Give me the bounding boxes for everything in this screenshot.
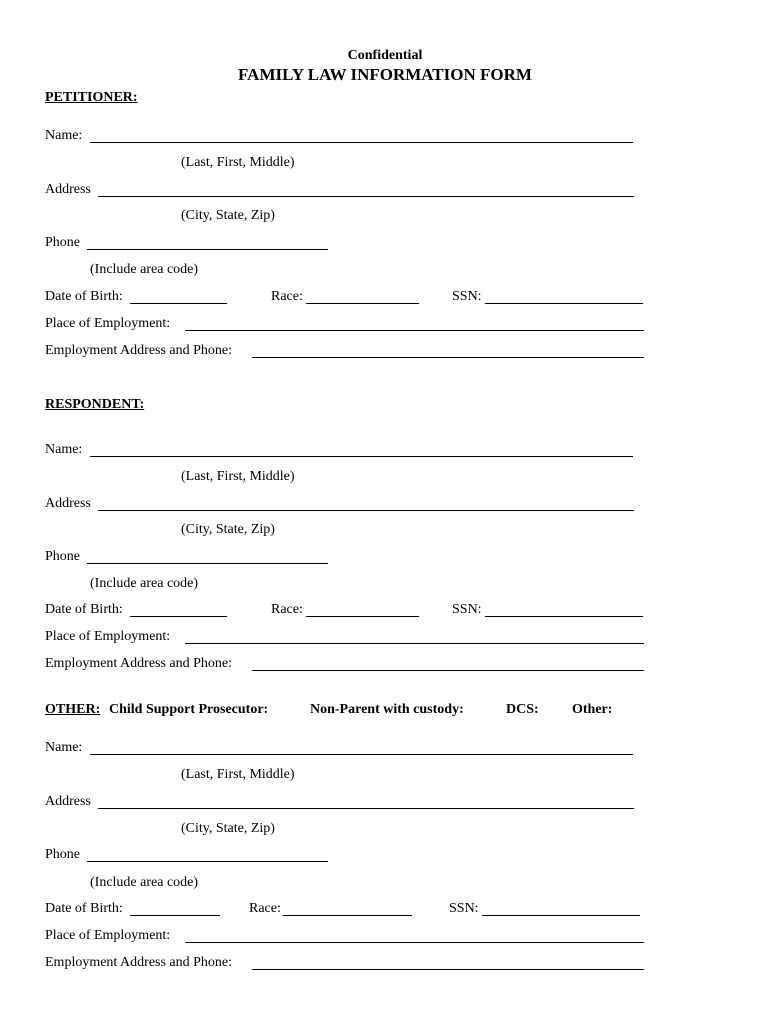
confidential-label: Confidential <box>347 48 423 63</box>
petitioner-employment-address-field[interactable] <box>252 357 644 358</box>
other-phone-hint: (Include area code) <box>90 875 199 890</box>
other-employment-label: Place of Employment: <box>45 928 171 943</box>
respondent-employment-field[interactable] <box>185 643 644 644</box>
respondent-employment-address-label: Employment Address and Phone: <box>45 656 233 671</box>
respondent-dob-field[interactable] <box>130 616 227 617</box>
petitioner-address-hint: (City, State, Zip) <box>181 208 275 223</box>
other-name-field[interactable] <box>90 754 633 755</box>
other-phone-field[interactable] <box>87 861 328 862</box>
other-race-label: Race: <box>249 901 281 916</box>
other-employment-address-field[interactable] <box>252 969 644 970</box>
respondent-employment-label: Place of Employment: <box>45 629 171 644</box>
petitioner-dob-field[interactable] <box>130 303 227 304</box>
other-address-field[interactable] <box>98 808 634 809</box>
petitioner-dob-label: Date of Birth: <box>45 289 123 304</box>
other-ssn-field[interactable] <box>482 915 640 916</box>
petitioner-employment-address-label: Employment Address and Phone: <box>45 343 233 358</box>
respondent-name-hint: (Last, First, Middle) <box>181 469 295 484</box>
other-address-label: Address <box>45 794 91 809</box>
other-option-other[interactable]: Other: <box>572 702 613 717</box>
respondent-address-hint: (City, State, Zip) <box>181 522 275 537</box>
petitioner-name-label: Name: <box>45 128 83 143</box>
petitioner-ssn-label: SSN: <box>452 289 482 304</box>
respondent-phone-label: Phone <box>45 549 80 564</box>
petitioner-heading: PETITIONER: <box>45 90 138 105</box>
petitioner-phone-field[interactable] <box>87 249 328 250</box>
other-ssn-label: SSN: <box>449 901 479 916</box>
other-option-dcs[interactable]: DCS: <box>506 702 539 717</box>
other-address-hint: (City, State, Zip) <box>181 821 275 836</box>
respondent-phone-field[interactable] <box>87 563 328 564</box>
respondent-employment-address-field[interactable] <box>252 670 644 671</box>
other-employment-field[interactable] <box>185 942 644 943</box>
other-heading: OTHER: <box>45 702 101 717</box>
respondent-race-label: Race: <box>271 602 303 617</box>
other-name-hint: (Last, First, Middle) <box>181 767 295 782</box>
page-title: FAMILY LAW INFORMATION FORM <box>238 65 532 84</box>
respondent-dob-label: Date of Birth: <box>45 602 123 617</box>
respondent-address-label: Address <box>45 496 91 511</box>
other-phone-label: Phone <box>45 847 80 862</box>
respondent-name-field[interactable] <box>90 456 633 457</box>
petitioner-phone-label: Phone <box>45 235 80 250</box>
petitioner-race-label: Race: <box>271 289 303 304</box>
petitioner-name-field[interactable] <box>90 142 633 143</box>
respondent-ssn-field[interactable] <box>485 616 643 617</box>
other-name-label: Name: <box>45 740 83 755</box>
respondent-address-field[interactable] <box>98 510 634 511</box>
petitioner-address-field[interactable] <box>98 196 634 197</box>
petitioner-employment-field[interactable] <box>185 330 644 331</box>
petitioner-employment-label: Place of Employment: <box>45 316 171 331</box>
petitioner-name-hint: (Last, First, Middle) <box>181 155 295 170</box>
petitioner-ssn-field[interactable] <box>485 303 643 304</box>
other-option-child-support-prosecutor[interactable]: Child Support Prosecutor: <box>109 702 269 717</box>
petitioner-phone-hint: (Include area code) <box>90 262 199 277</box>
respondent-heading: RESPONDENT: <box>45 397 145 412</box>
respondent-phone-hint: (Include area code) <box>90 576 199 591</box>
respondent-name-label: Name: <box>45 442 83 457</box>
other-race-field[interactable] <box>283 915 412 916</box>
respondent-race-field[interactable] <box>306 616 419 617</box>
respondent-ssn-label: SSN: <box>452 602 482 617</box>
other-employment-address-label: Employment Address and Phone: <box>45 955 233 970</box>
other-dob-label: Date of Birth: <box>45 901 123 916</box>
other-dob-field[interactable] <box>130 915 220 916</box>
other-option-non-parent-custody[interactable]: Non-Parent with custody: <box>310 702 464 717</box>
petitioner-race-field[interactable] <box>306 303 419 304</box>
petitioner-address-label: Address <box>45 182 91 197</box>
